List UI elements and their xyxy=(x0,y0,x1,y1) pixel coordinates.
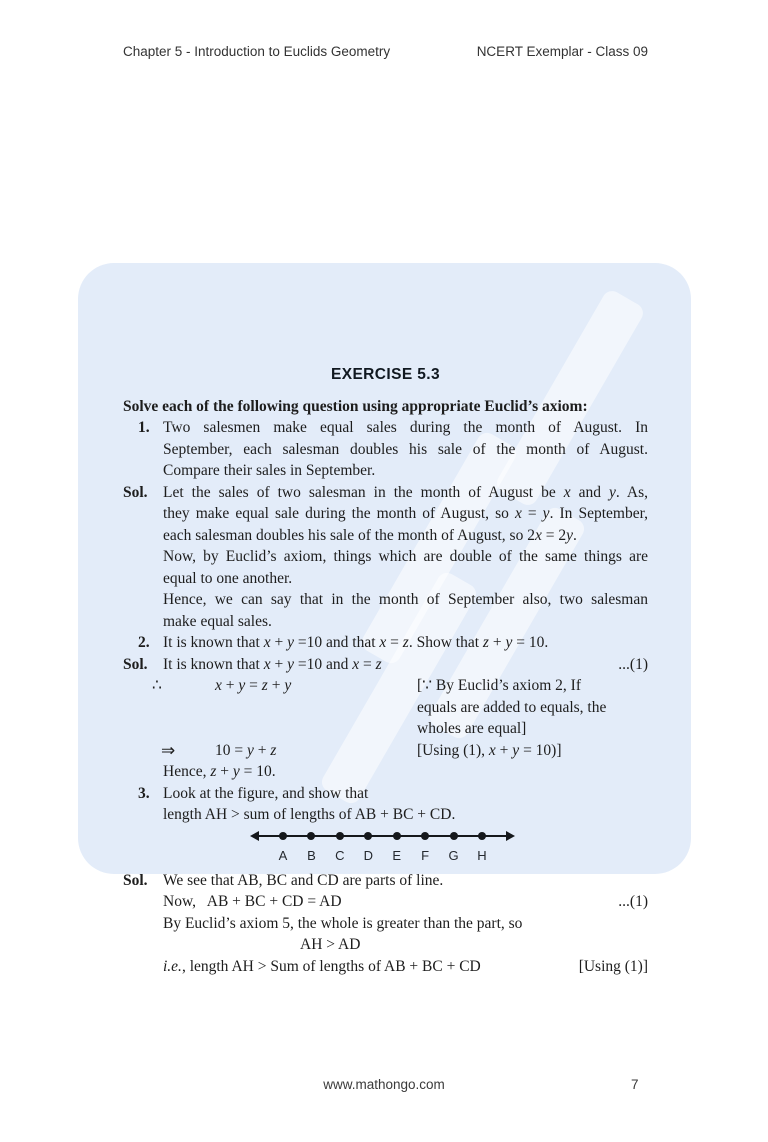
point-dot xyxy=(336,832,344,840)
question-1 xyxy=(123,417,648,482)
equation-row xyxy=(163,740,648,762)
therefore-symbol: ∴ xyxy=(152,677,162,694)
implies-symbol: ⇒ xyxy=(161,740,176,760)
solution-2 xyxy=(123,654,648,783)
point-dot xyxy=(393,832,401,840)
solution-3-equation: Now, AB + BC + CD = AD xyxy=(163,893,342,910)
justification-line: equals are added to equals, the xyxy=(417,698,607,716)
point-label: D xyxy=(363,847,373,863)
question-1-number: 1. xyxy=(138,419,150,436)
question-3 xyxy=(123,783,648,826)
solution-2-statement-row xyxy=(163,654,648,676)
exercise-instruction: Solve each of the following question using appropriate Euclid’s axiom: xyxy=(123,397,588,415)
point-dot xyxy=(421,832,429,840)
solution-3-conclusion-row xyxy=(163,956,648,978)
exercise-content xyxy=(123,364,648,977)
point-label: E xyxy=(392,847,402,863)
figure-point-labels xyxy=(277,845,488,867)
header-book-title: NCERT Exemplar - Class 09 xyxy=(476,44,648,59)
number-line-figure xyxy=(250,828,515,870)
solution-3-line: By Euclid’s axiom 5, the whole is greater than the part, so xyxy=(163,914,523,932)
point-label: H xyxy=(477,847,487,863)
header-chapter-title: Chapter 5 - Introduction to Euclids Geometry xyxy=(123,44,391,59)
point-dot xyxy=(450,832,458,840)
question-1-line: Compare their sales in September. xyxy=(163,462,376,479)
exercise-title: EXERCISE 5.3 xyxy=(330,366,441,383)
solution-3-label: Sol. xyxy=(123,871,148,889)
equation: 10 = y + z xyxy=(215,741,277,759)
solution-1 xyxy=(123,482,648,633)
question-1-line: Two salesmen make equal sales during the month of August. In xyxy=(163,419,648,436)
figure-points xyxy=(279,832,486,840)
solution-1-line: equal to one another. xyxy=(163,569,293,587)
justification-reference: [Using (1)] xyxy=(578,957,648,975)
equation-row xyxy=(152,675,648,697)
point-label: G xyxy=(448,847,459,863)
point-dot xyxy=(364,832,372,840)
point-dot xyxy=(307,832,315,840)
solution-1-line: each salesman doubles his sale of the month of August, so 2x = 2y. xyxy=(163,526,577,544)
question-2 xyxy=(123,632,648,654)
solution-1-line: Now, by Euclid’s axiom, things which are double of the same things are xyxy=(163,548,648,565)
question-2-line: It is known that x + y =10 and that x = z. Show that z + y = 10. xyxy=(163,634,549,651)
justification-line: wholes are equal] xyxy=(417,720,527,737)
solution-2-conclusion: Hence, z + y = 10. xyxy=(163,763,276,780)
point-dot xyxy=(478,832,486,840)
point-label: F xyxy=(421,847,430,863)
page-header xyxy=(123,44,648,59)
equation-reference: ...(1) xyxy=(618,893,648,910)
point-dot xyxy=(279,832,287,840)
equation: x + y = z + y xyxy=(215,677,292,694)
equation-reference: ...(1) xyxy=(618,655,648,673)
footer-website: www.mathongo.com xyxy=(323,1077,445,1092)
solution-3-inequality: AH > AD xyxy=(300,936,361,953)
point-label: B xyxy=(307,847,316,863)
solution-1-label: Sol. xyxy=(123,483,148,501)
solution-3-equation-row xyxy=(163,891,648,913)
question-3-line: length AH > sum of lengths of AB + BC + CD. xyxy=(163,806,456,823)
solution-2-statement: It is known that x + y =10 and x = z xyxy=(163,655,382,673)
justification-line: [∵ By Euclid’s axiom 2, If xyxy=(417,677,581,694)
question-3-line: Look at the figure, and show that xyxy=(163,784,369,802)
question-2-number: 2. xyxy=(138,634,150,651)
question-1-line: September, each salesman doubles his sale of the month of August. xyxy=(163,440,648,458)
justification-line: [Using (1), x + y = 10)] xyxy=(417,741,562,759)
point-label: C xyxy=(335,847,345,863)
footer-page-number: 7 xyxy=(631,1077,639,1092)
solution-1-line: Hence, we can say that in the month of September also, two salesman xyxy=(163,591,648,608)
solution-3-conclusion: i.e., length AH > Sum of lengths of AB + BC + CD xyxy=(163,957,481,975)
solution-3 xyxy=(123,870,648,978)
solution-1-line: Let the sales of two salesman in the month of August be x and y. As, xyxy=(163,483,648,501)
solution-3-line: We see that AB, BC and CD are parts of line. xyxy=(163,871,444,889)
solution-2-label: Sol. xyxy=(123,655,148,673)
question-3-number: 3. xyxy=(138,784,150,802)
solution-1-line: they make equal sale during the month of August, so x = y. In September, xyxy=(163,505,648,522)
right-arrow-icon xyxy=(506,831,515,841)
solution-1-line: make equal sales. xyxy=(163,612,272,630)
point-label: A xyxy=(278,847,288,863)
